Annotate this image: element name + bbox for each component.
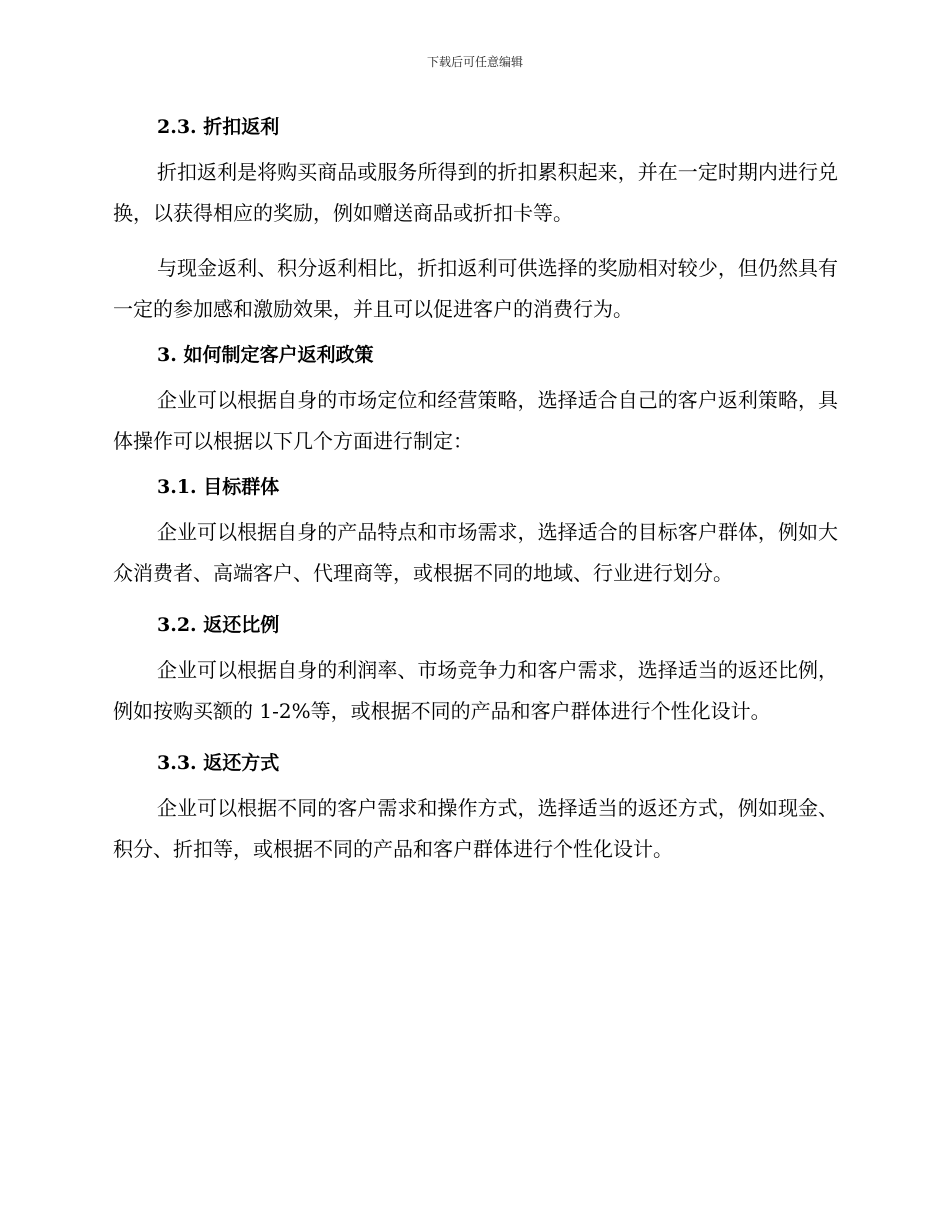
paragraph: 企业可以根据不同的客户需求和操作方式，选择适当的返还方式，例如现金、积分、折扣等，或根据不同的产品和客户群体进行个性化设计。 xyxy=(113,796,838,861)
section-heading-3-3: 3.3. 返还方式 xyxy=(157,752,280,774)
document-body xyxy=(113,110,838,870)
paragraph: 与现金返利、积分返利相比，折扣返利可供选择的奖励相对较少，但仍然具有一定的参加感和激励效果，并且可以促进客户的消费行为。 xyxy=(113,256,838,321)
paragraph: 企业可以根据自身的市场定位和经营策略，选择适合自己的客户返利策略，具体操作可以根据以下几个方面进行制定： xyxy=(113,388,838,453)
paragraph: 折扣返利是将购买商品或服务所得到的折扣累积起来，并在一定时期内进行兑换，以获得相应的奖励，例如赠送商品或折扣卡等。 xyxy=(113,160,838,225)
paragraph: 企业可以根据自身的利润率、市场竞争力和客户需求，选择适当的返还比例，例如按购买额的 1-2%等，或根据不同的产品和客户群体进行个性化设计。 xyxy=(113,658,838,723)
paragraph: 企业可以根据自身的产品特点和市场需求，选择适合的目标客户群体，例如大众消费者、高端客户、代理商等，或根据不同的地域、行业进行划分。 xyxy=(113,520,838,585)
section-heading-3-1: 3.1. 目标群体 xyxy=(157,476,280,498)
section-heading-3: 3. 如何制定客户返利政策 xyxy=(157,344,374,366)
section-heading-2-3: 2.3. 折扣返利 xyxy=(157,116,280,138)
section-heading-3-2: 3.2. 返还比例 xyxy=(157,614,280,636)
header-note: 下载后可任意编辑 xyxy=(426,55,523,69)
